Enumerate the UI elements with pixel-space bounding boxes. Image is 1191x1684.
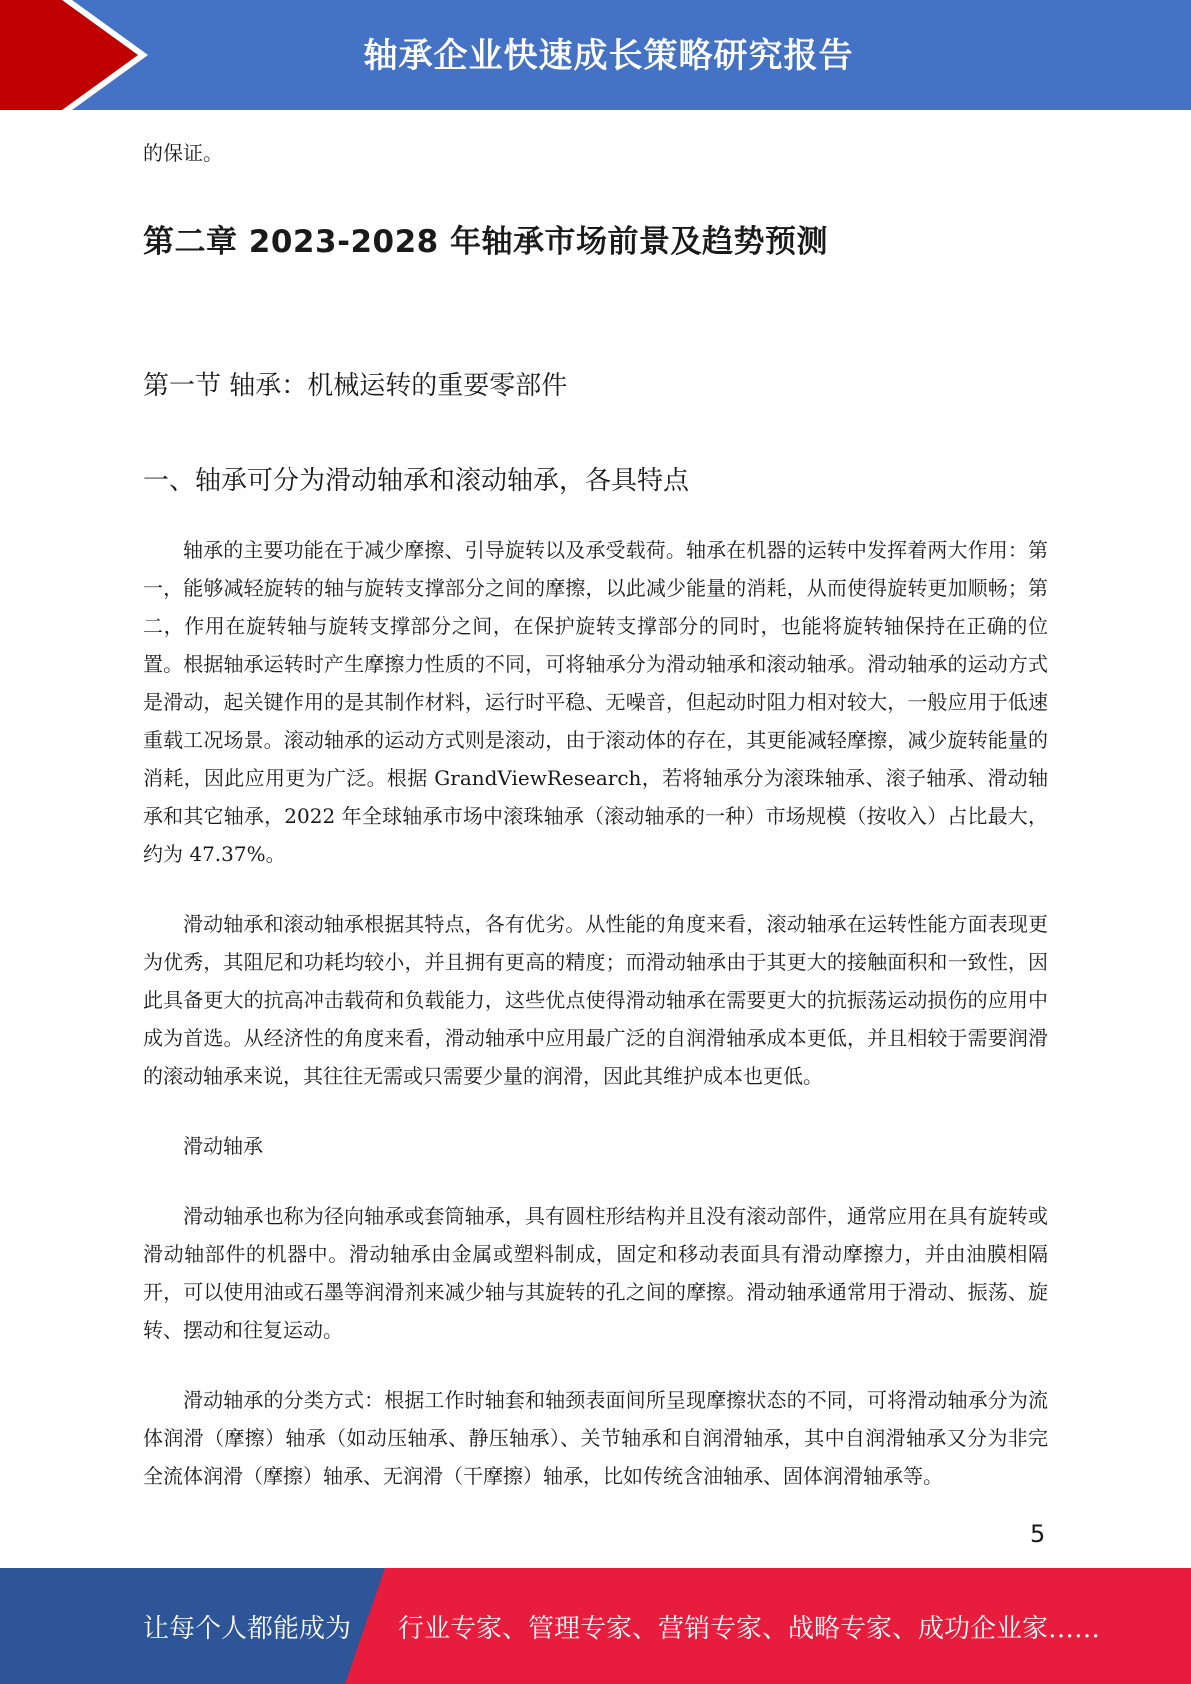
body-paragraph: 滑动轴承的分类方式：根据工作时轴套和轴颈表面间所呈现摩擦状态的不同，可将滑动轴承分为流体润滑（摩擦）轴承（如动压轴承、静压轴承）、关节轴承和自润滑轴承，其中自润滑轴承又分为非完全流体润滑（摩擦）轴承、无润滑（干摩擦）轴承，比如传统含油轴承、固体润滑轴承等。 [143, 1388, 1048, 1488]
footer-slogan-right: 行业专家、管理专家、营销专家、战略专家、成功企业家…… [398, 1613, 1101, 1644]
body-paragraph: 滑动轴承和滚动轴承根据其特点，各有优劣。从性能的角度来看，滚动轴承在运转性能方面表现更为优秀，其阻尼和功耗均较小，并且拥有更高的精度；而滑动轴承由于其更大的接触面积和一致性，因此具备更大的抗高冲击载荷和负载能力，这些优点使得滑动轴承在需要更大的抗振荡运动损伤的应用中成为首选。从经济性的角度来看，滑动轴承中应用最广泛的自润滑轴承成本更低，并且相较于需要润滑的滚动轴承来说，其往往无需或只需要少量的润滑，因此其维护成本也更低。 [143, 912, 1048, 1088]
chapter-title: 第二章 2023-2028 年轴承市场前景及趋势预测 [143, 224, 829, 260]
page-number: 5 [1030, 1520, 1046, 1548]
body-paragraph: 滑动轴承也称为径向轴承或套筒轴承，具有圆柱形结构并且没有滚动部件，通常应用在具有旋转或滑动轴部件的机器中。滑动轴承由金属或塑料制成，固定和移动表面具有滑动摩擦力，并由油膜相隔开，可以使用油或石墨等润滑剂来减少轴与其旋转的孔之间的摩擦。滑动轴承通常用于滑动、振荡、旋转、摆动和往复运动。 [143, 1204, 1048, 1342]
body-paragraph: 轴承的主要功能在于减少摩擦、引导旋转以及承受载荷。轴承在机器的运转中发挥着两大作用：第一，能够减轻旋转的轴与旋转支撑部分之间的摩擦，以此减少能量的消耗，从而使得旋转更加顺畅；第二，作用在旋转轴与旋转支撑部分之间，在保护旋转支撑部分的同时，也能将旋转轴保持在正确的位置。根据轴承运转时产生摩擦力性质的不同，可将轴承分为滑动轴承和滚动轴承。滑动轴承的运动方式是滑动，起关键作用的是其制作材料，运行时平稳、无噪音，但起动时阻力相对较大，一般应用于低速重载工况场景。滚动轴承的运动方式则是滚动，由于滚动体的存在，其更能减轻摩擦，减少旋转能量的消耗，因此应用更为广泛。根据 GrandViewResearch，若将轴承分为滚珠轴承、滚子轴承、滑动轴承和其它轴承，2022 年全球轴承市场中滚珠轴承（滚动轴承的一种）市场规模（按收入）占比最大，约为 47.37%。 [143, 538, 1048, 866]
footer-slogan-left: 让每个人都能成为 [143, 1613, 352, 1644]
page-header [0, 0, 1191, 110]
page-body [143, 134, 1048, 1495]
continuation-text: 的保证。 [143, 141, 223, 165]
page-footer [0, 1568, 1191, 1684]
header-title: 轴承企业快速成长策略研究报告 [363, 36, 854, 76]
subsection-title: 一、轴承可分为滑动轴承和滚动轴承，各具特点 [143, 466, 690, 496]
section-title: 第一节 轴承：机械运转的重要零部件 [143, 371, 568, 401]
body-paragraph-heading: 滑动轴承 [183, 1134, 263, 1158]
